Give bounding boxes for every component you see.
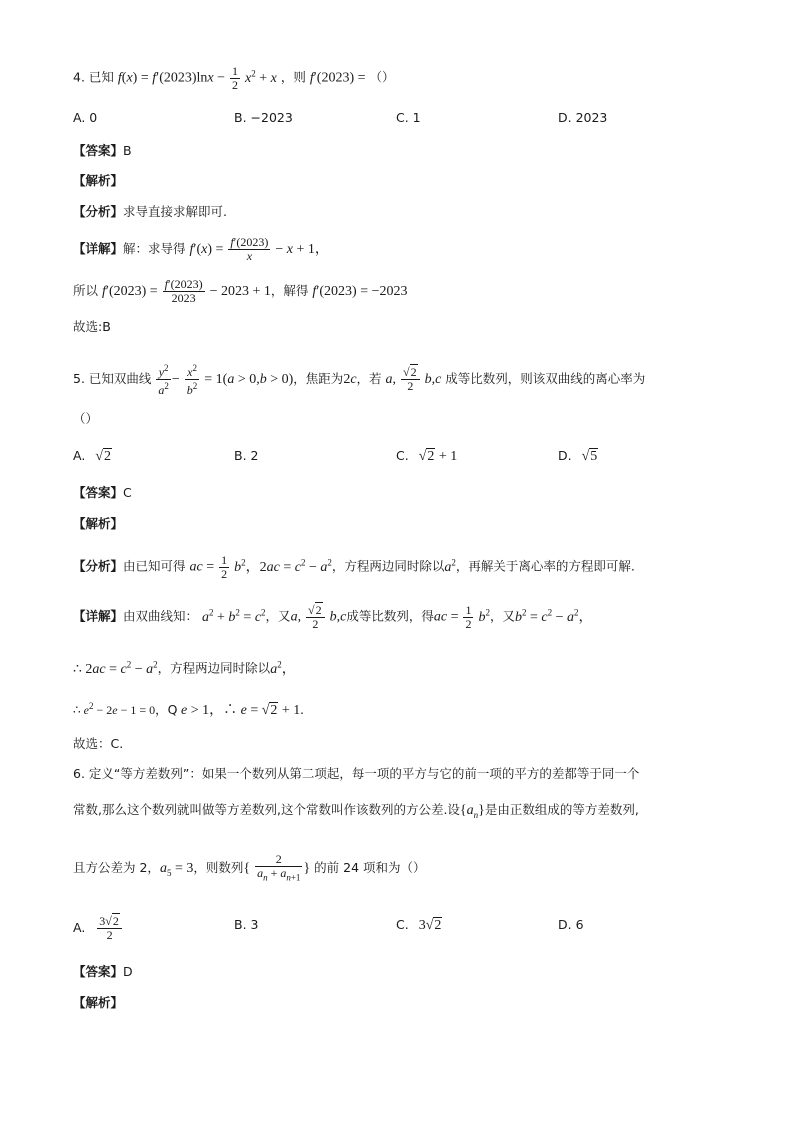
q6-stem-line3: 且方公差为 2，$a_5 = 3$，则数列{ $\frac{2}{a_n + a_{n+1}}$ } 的前 24 项和为（） [73, 852, 426, 883]
q5-stem: 5. 已知双曲线 $\frac{y^2}{a^2}$ − $\frac{x^2}{b^2}$ = 1(a > 0,b > 0)，焦距为2c，若 a, $\frac{√2}{2}$ b,c 成等比数列，则该双曲线的离心率为 [73, 363, 646, 397]
q5-fenxi-b: ，方程两边同时除以 [331, 558, 445, 574]
q5-conclusion: 故选：C. [73, 736, 124, 751]
q6-option-a [73, 915, 123, 942]
q6-stem-line2: 常数,那么这个数列就叫做等方差数列,这个常数叫作该数列的方公差.设$\{a_n\}$是由正数组成的等方差数列, [73, 802, 639, 820]
q6-option-c: C. 3√2 [396, 917, 442, 933]
q5-x2-fraction: $\frac{x^2}{b^2}$ [186, 363, 198, 397]
q4-answer-tag: 【答案】 [73, 143, 124, 158]
q5-xiangjie-b: ，又 [265, 608, 291, 624]
q5-option-d: D. √5 [558, 448, 598, 464]
q4-option-d: D. 2023 [558, 110, 608, 125]
q5-option-a-label: A. [73, 448, 86, 463]
q6-line2-text: 常数,那么这个数列就叫做等方差数列,这个常数叫作该数列的方公差.设 [73, 802, 460, 817]
q5-line3-mid: ，Q [155, 702, 178, 717]
q6-stem-line1: 6. 定义“等方差数列”：如果一个数列从第二项起，每一项的平方与它的前一项的平方的差都等于同一个 [73, 766, 640, 781]
q6-analysis-tag: 【解析】 [73, 995, 124, 1010]
q5-xiangjie: 【详解】由双曲线知： $a^2 + b^2 = c^2$，又a, $\frac{√2}{2}$ b,c成等比数列，得ac = $\frac{1}{2}$ $b^2$，又$b^2 = c^2 - a^2$， [73, 602, 593, 631]
q5-xiangjie-c: 成等比数列，得 [346, 608, 434, 624]
q4-paren: （） [369, 69, 395, 85]
q4-solve-line: 所以 f′(2023) = $\frac{f'(2023)}{2023}$ − 2023 + 1，解得 f′(2023) = −2023 [73, 277, 408, 305]
q6-line3-c: 的前 24 项和为（） [314, 860, 426, 876]
q4-fenxi-text: 求导直接求解即可. [123, 204, 227, 219]
q6-option-c-label: C. [396, 917, 409, 932]
q5-option-d-label: D. [558, 448, 572, 463]
q6-option-a-fraction: $\frac{3√2}{2}$ [97, 915, 122, 942]
q4-xiangjie: 【详解】解：求导得 f′(x) = $\frac{f'(2023)}{x}$ − x + 1， [73, 235, 329, 263]
q5-xiangjie-tag: 【详解】 [73, 608, 124, 624]
q5-analysis-tag: 【解析】 [73, 516, 124, 531]
q4-xiangjie-prefix: 解：求导得 [123, 241, 186, 256]
q4-fenxi-tag: 【分析】 [73, 204, 124, 219]
q6-answer-tag: 【答案】 [73, 964, 124, 979]
q4-fenxi [73, 203, 227, 221]
q4-line2-prefix: 所以 [73, 283, 99, 298]
q5-fenxi: 【分析】由已知可得 ac = $\frac{1}{2}$ $b^2$，$2ac = c^2 - a^2$，方程两边同时除以$a^2$，再解关于离心率的方程即可解. [73, 552, 635, 581]
q4-xiangjie-tag: 【详解】 [73, 241, 124, 256]
q6-line2-suffix: 是由正数组成的等方差数列, [484, 802, 639, 817]
q5-sqrt2-half: $\frac{√2}{2}$ [401, 366, 420, 393]
q6-option-d: D. 6 [558, 917, 584, 932]
q5-answer-line [73, 484, 132, 502]
q5-line2-b: ，方程两边同时除以 [157, 660, 271, 676]
q5-fenxi-half: $\frac{1}{2}$ [221, 552, 228, 581]
q5-xiangjie-half: $\frac{1}{2}$ [465, 602, 472, 631]
q4-half-fraction: $\frac{1}{2}$ [232, 63, 239, 92]
q5-fenxi-tag: 【分析】 [73, 558, 124, 574]
q6-option-a-label: A. [73, 920, 86, 935]
q6-line3-b: ，则数列 [193, 860, 244, 876]
q5-option-a: A. √2 [73, 448, 111, 464]
q4-answer: B [123, 143, 132, 158]
q4-derivative-fraction: $\frac{f'(2023)}{x}$ [230, 235, 269, 263]
q5-xiangjie-sqrt2-half: $\frac{√2}{2}$ [306, 604, 325, 631]
q4-line2-mid: ，解得 [270, 283, 309, 298]
q5-option-c: C. √2 + 1 [396, 448, 458, 464]
q6-analysis-heading [73, 994, 123, 1012]
q5-step2: ∴ $2ac = c^2 - a^2$，方程两边同时除以$a^2$， [73, 659, 296, 677]
q4-analysis-tag: 【解析】 [73, 173, 124, 188]
q4-stem-suffix: ，则 [280, 69, 306, 85]
q4-stem: 4. 已知 f(x) = f′(2023)lnx − $\frac{1}{2}$ $x^2 + x$ ，则 f′(2023) = （） [73, 63, 395, 92]
q5-analysis-heading [73, 515, 123, 533]
q5-step3: ∴ $e^2 - 2e - 1 = 0$，Q e > 1，∴ e = √2 + 1. [73, 701, 304, 718]
q4-function-formula: f(x) = f′(2023)lnx − [117, 70, 226, 86]
q6-answer: D [123, 964, 133, 979]
q5-y2-fraction: $\frac{y^2}{a^2}$ [158, 363, 169, 397]
q5-xiangjie-d: ，又 [489, 608, 515, 624]
q4-answer-line [73, 142, 132, 160]
q5-stem-mid2: ，若 [356, 371, 382, 386]
q5-stem-prefix: 5. 已知双曲线 [73, 371, 152, 386]
q6-line3-a: 且方公差为 2， [73, 860, 160, 876]
q6-sequence-fraction: $\frac{2}{a_n + a_{n+1}}$ [257, 852, 301, 883]
q5-fenxi-c: ，再解关于离心率的方程即可解. [455, 558, 635, 574]
q6-option-b: B. 3 [234, 917, 259, 932]
q4-target-formula: f′(2023) = [309, 70, 366, 86]
q5-option-c-label: C. [396, 448, 409, 463]
q4-analysis-heading [73, 172, 123, 190]
q5-answer-tag: 【答案】 [73, 485, 124, 500]
q5-fenxi-a: 由已知可得 [123, 558, 186, 574]
q4-option-c: C. 1 [396, 110, 421, 125]
q4-solve-fraction: $\frac{f'(2023)}{2023}$ [164, 277, 203, 305]
q5-option-b: B. 2 [234, 448, 259, 463]
q5-paren: （） [73, 411, 99, 426]
q5-xiangjie-a: 由双曲线知： [123, 608, 199, 624]
q4-conclusion: 故选:B [73, 319, 111, 334]
q5-stem-suffix: 成等比数列，则该双曲线的离心率为 [445, 371, 646, 386]
q5-answer: C [123, 485, 132, 500]
q5-stem-mid1: ，焦距为 [293, 371, 344, 386]
q6-answer-line [73, 963, 133, 981]
q4-option-b: B. −2023 [234, 110, 293, 125]
q4-option-a: A. 0 [73, 110, 98, 125]
q4-stem-prefix: 4. 已知 [73, 69, 114, 85]
